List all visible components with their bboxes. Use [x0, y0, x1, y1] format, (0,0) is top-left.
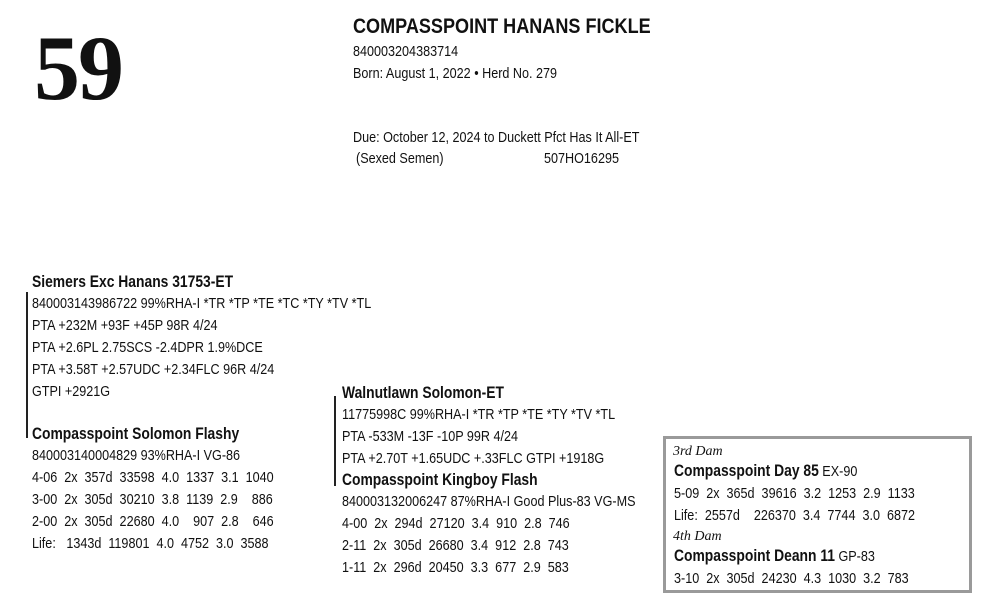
pedigree-line-mgs	[334, 396, 336, 486]
third-dam-label: 3rd Dam	[673, 444, 723, 459]
third-dam-block	[674, 460, 915, 527]
sire-line: 840003143986722 99%RHA-I *TR *TP *TE *TC *TY *TV *TL	[32, 295, 372, 312]
third-dam-classification: EX-90	[818, 463, 858, 480]
animal-born-line: Born: August 1, 2022 • Herd No. 279	[353, 65, 558, 82]
dam-record: 2-00 2x 305d 22680 4.0 907 2.8 646	[32, 513, 274, 530]
dam-block	[32, 423, 274, 555]
animal-name: COMPASSPOINT HANANS FICKLE	[353, 15, 651, 38]
sire-block	[32, 271, 371, 403]
granddam-record: 2-11 2x 305d 26680 3.4 912 2.8 743	[342, 537, 569, 554]
mgs-line: 11775998C 99%RHA-I *TR *TP *TE *TY *TV *TL	[342, 406, 616, 423]
third-dam-record: Life: 2557d 226370 3.4 7744 3.0 6872	[674, 507, 916, 524]
dam-record: Life: 1343d 119801 4.0 4752 3.0 3588	[32, 535, 269, 552]
fourth-dam-classification: GP-83	[834, 548, 875, 565]
sire-name: Siemers Exc Hanans 31753-ET	[32, 273, 234, 291]
dam-record: 3-00 2x 305d 30210 3.8 1139 2.9 886	[32, 491, 273, 508]
fourth-dam-block	[674, 545, 909, 590]
third-dam-record: 5-09 2x 365d 39616 3.2 1253 2.9 1133	[674, 485, 915, 502]
fourth-dam-record: 3-10 2x 305d 24230 4.3 1030 3.2 783	[674, 570, 909, 587]
granddam-record: 1-11 2x 296d 20450 3.3 677 2.9 583	[342, 559, 569, 576]
third-dam-name: Compasspoint Day 85	[674, 462, 819, 480]
sire-line: PTA +232M +93F +45P 98R 4/24	[32, 317, 218, 334]
maternal-grandsire-block	[342, 382, 615, 470]
extended-dams-box	[663, 436, 972, 593]
dam-line: 840003140004829 93%RHA-I VG-86	[32, 447, 241, 464]
sire-line: PTA +3.58T +2.57UDC +2.34FLC 96R 4/24	[32, 361, 275, 378]
service-code: 507HO16295	[544, 150, 619, 167]
mgs-line: PTA +2.70T +1.65UDC +.33FLC GTPI +1918G	[342, 450, 605, 467]
mgs-name: Walnutlawn Solomon-ET	[342, 384, 504, 402]
sire-line: PTA +2.6PL 2.75SCS -2.4DPR 1.9%DCE	[32, 339, 263, 356]
animal-reg-number: 840003204383714	[353, 43, 459, 60]
animal-due-line: Due: October 12, 2024 to Duckett Pfct Has It All-ET	[353, 129, 640, 146]
granddam-block	[342, 469, 635, 579]
dam-record: 4-06 2x 357d 33598 4.0 1337 3.1 1040	[32, 469, 274, 486]
dam-name: Compasspoint Solomon Flashy	[32, 425, 240, 443]
lot-number: 59	[34, 17, 122, 119]
sire-line: GTPI +2921G	[32, 383, 111, 400]
pedigree-line-sire	[26, 292, 28, 438]
granddam-line: 840003132006247 87%RHA-I Good Plus-83 VG-MS	[342, 493, 636, 510]
semen-note: (Sexed Semen)	[356, 150, 444, 167]
granddam-record: 4-00 2x 294d 27120 3.4 910 2.8 746	[342, 515, 570, 532]
granddam-name: Compasspoint Kingboy Flash	[342, 471, 538, 489]
fourth-dam-label: 4th Dam	[673, 529, 722, 544]
mgs-line: PTA -533M -13F -10P 99R 4/24	[342, 428, 519, 445]
fourth-dam-name: Compasspoint Deann 11	[674, 547, 835, 565]
